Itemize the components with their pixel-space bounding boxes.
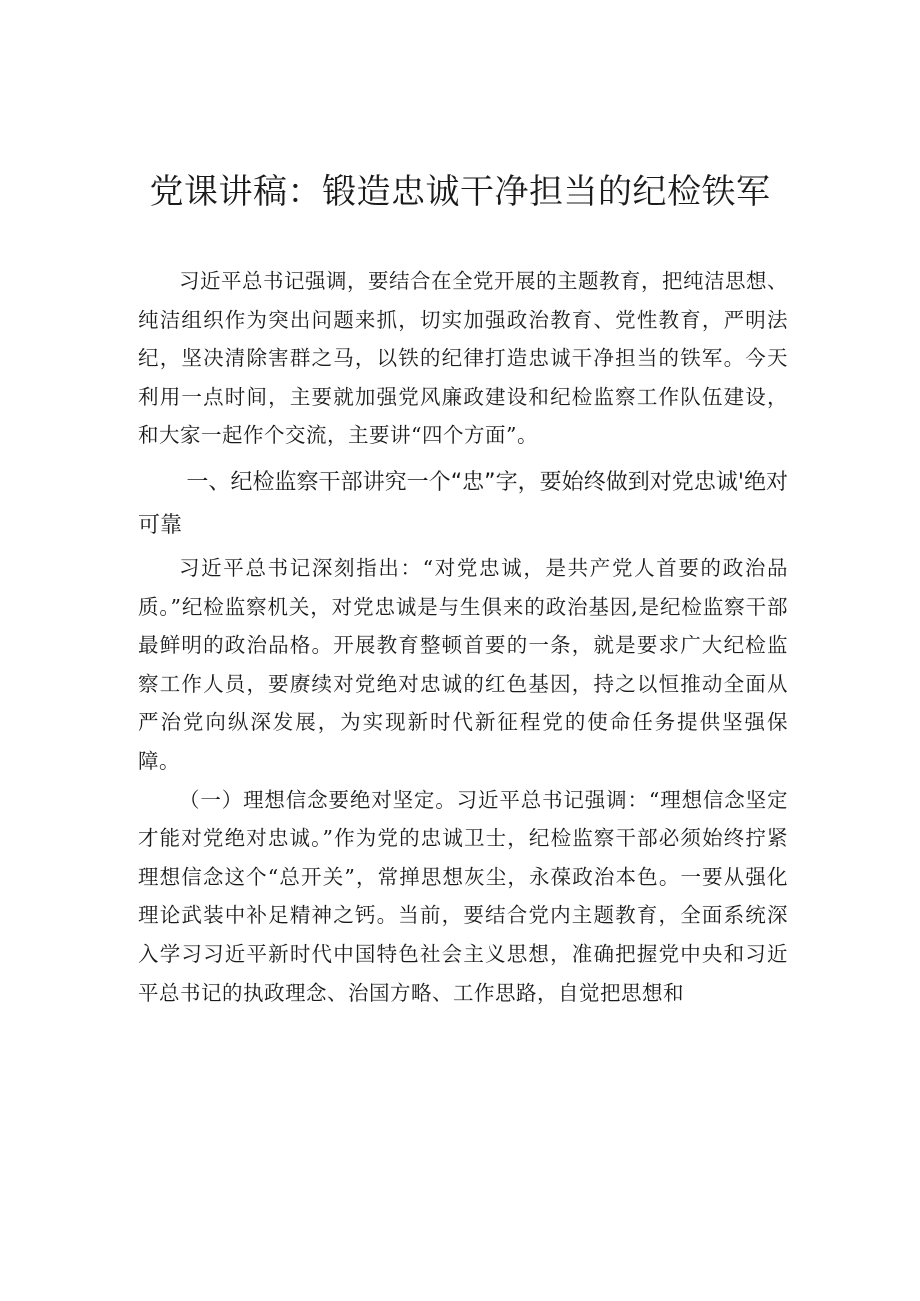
section-heading: 一、纪检监察干部讲究一个“忠”字，要始终做到对党忠诚'绝对可靠 — [138, 469, 788, 538]
intro-paragraph: 习近平总书记强调，要结合在全党开展的主题教育，把纯洁思想、纯洁组织作为突出问题来抓，切实加强政治教育、党性教育，严明法纪，坚决清除害群之马，以铁的纪律打造忠诚干净担当的铁军。今天利用一点时间，主要就加强党风廉政建设和纪检监察工作队伍建设，和大家一起作个交流，主要讲“四个方面”。 — [138, 269, 788, 448]
document-body — [138, 262, 788, 1012]
document-title: 党课讲稿：锻造忠诚干净担当的纪检铁军 — [149, 172, 771, 212]
subsection-paragraph: （一）理想信念要绝对坚定。习近平总书记强调：“理想信念坚定才能对党绝对忠诚。”作为党的忠诚卫士，纪检监察干部必须始终拧紧理想信念这个“总开关”，常掸思想灰尘，永葆政治本色。一要从强化理论武装中补足精神之钙。当前，要结合党内主题教育，全面系统深入学习习近平新时代中国特色社会主义思想，准确把握党中央和习近平总书记的执政理念、治国方略、工作思路，自觉把思想和 — [138, 787, 788, 1005]
section-paragraph: 习近平总书记深刻指出：“对党忠诚，是共产党人首要的政治品质。”纪检监察机关，对党忠诚是与生俱来的政治基因,是纪检监察干部最鲜明的政治品格。开展教育整顿首要的一条，就是要求广大纪检监察工作人员，要赓续对党绝对忠诚的红色基因，持之以恒推动全面从严治党向纵深发展，为实现新时代新征程党的使命任务提供坚强保障。 — [138, 555, 788, 773]
